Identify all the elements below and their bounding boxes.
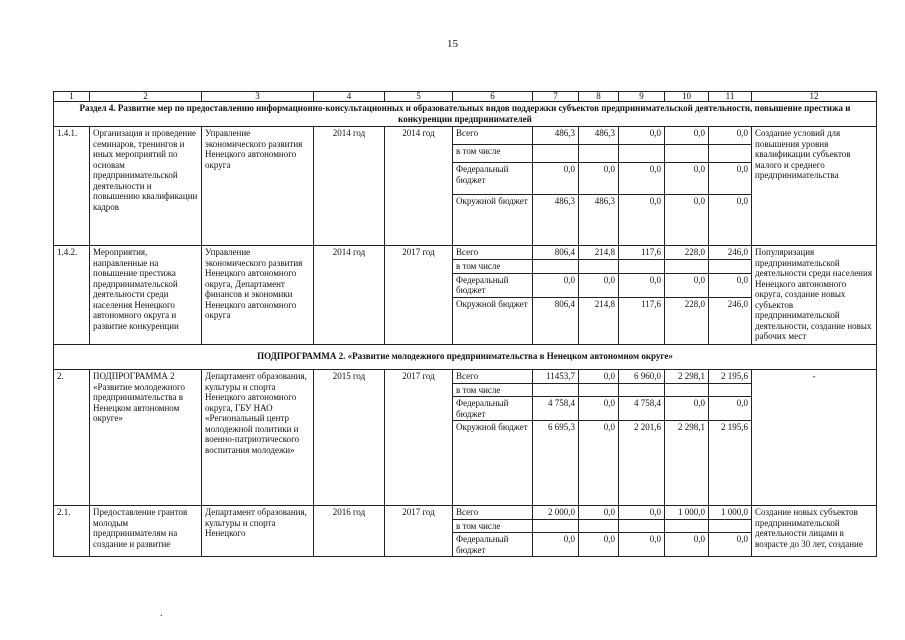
column-number: 8 bbox=[579, 92, 619, 102]
row-number: 1.4.1. bbox=[54, 127, 90, 246]
measure-name: Организация и проведение семинаров, тренингов и иных мероприятий по основам предпринимательской деятельности и повышению квалификации кадров bbox=[90, 127, 202, 246]
amount-2014: 0,0 bbox=[579, 421, 619, 506]
amount-2014: 486,3 bbox=[579, 195, 619, 246]
section-4-title: Раздел 4. Развитие мер по предоставлению информационно-консультационных и образовательных видов поддержки субъектов предпринимательской деятельности, повышение престижа и конкуренции предпринимателей bbox=[54, 102, 877, 127]
amount-2015: 0,0 bbox=[619, 127, 665, 145]
amount-2017: 0,0 bbox=[709, 533, 752, 557]
funding-source: в том числе bbox=[453, 383, 533, 397]
amount-2015: 6 960,0 bbox=[619, 370, 665, 384]
funding-source: в том числе bbox=[453, 259, 533, 273]
amount-2017: 0,0 bbox=[709, 397, 752, 421]
amount-total: 11453,7 bbox=[533, 370, 579, 384]
amount-2015: 117,6 bbox=[619, 246, 665, 260]
footer-mark: . bbox=[160, 608, 163, 619]
amount-2016: 0,0 bbox=[665, 533, 709, 557]
start-year: 2014 год bbox=[314, 127, 385, 246]
amount-2017: 0,0 bbox=[709, 195, 752, 246]
column-number: 12 bbox=[752, 92, 877, 102]
executor: Департамент образования, культуры и спорта Ненецкого автономного округа, ГБУ НАО «Региональный центр молодежной политики и военно-патриотического воспитания молодежи» bbox=[202, 370, 314, 506]
amount-2014: 214,8 bbox=[579, 246, 619, 260]
subprogram-2-title: ПОДПРОГРАММА 2. «Развитие молодежного предпринимательства в Ненецком автономном округе» bbox=[54, 345, 877, 370]
amount-2017: 0,0 bbox=[709, 273, 752, 298]
section-heading-row bbox=[54, 102, 877, 127]
amount-2015: 2 201,6 bbox=[619, 421, 665, 506]
amount-total: 486,3 bbox=[533, 127, 579, 145]
amount-total: 806,4 bbox=[533, 246, 579, 260]
amount-2015: 0,0 bbox=[619, 195, 665, 246]
program-measures-table bbox=[53, 91, 877, 557]
row-number: 1.4.2. bbox=[54, 246, 90, 345]
amount-2014: 0,0 bbox=[579, 370, 619, 384]
executor: Департамент образования, культуры и спорта Ненецкого bbox=[202, 506, 314, 557]
measure-name: Мероприятия, направленные на повышение престижа предпринимательской деятельности среди населения Ненецкого автономного округа и развитие конкуренции bbox=[90, 246, 202, 345]
funding-source: в том числе bbox=[453, 145, 533, 163]
amount-2016: 0,0 bbox=[665, 127, 709, 145]
column-number: 7 bbox=[533, 92, 579, 102]
amount-2017: 1 000,0 bbox=[709, 506, 752, 520]
amount-2016: 0,0 bbox=[665, 195, 709, 246]
funding-source: Всего bbox=[453, 506, 533, 520]
end-year: 2014 год bbox=[385, 127, 453, 246]
start-year: 2015 год bbox=[314, 370, 385, 506]
amount-2014: 0,0 bbox=[579, 533, 619, 557]
column-number: 10 bbox=[665, 92, 709, 102]
amount-2017: 2 195,6 bbox=[709, 421, 752, 506]
funding-source: Всего bbox=[453, 370, 533, 384]
executor: Управление экономического развития Ненецкого автономного округа, Департамент финансов и экономики Ненецкого автономного округа bbox=[202, 246, 314, 345]
amount-total: 0,0 bbox=[533, 163, 579, 195]
funding-source: Всего bbox=[453, 246, 533, 260]
amount-total: 2 000,0 bbox=[533, 506, 579, 520]
end-year: 2017 год bbox=[385, 246, 453, 345]
start-year: 2014 год bbox=[314, 246, 385, 345]
end-year: 2017 год bbox=[385, 506, 453, 557]
expected-result: Создание условий для повышения уровня квалификации субъектов малого и среднего предпринимательства bbox=[752, 127, 877, 246]
column-number: 5 bbox=[385, 92, 453, 102]
column-number: 9 bbox=[619, 92, 665, 102]
funding-source: Федеральный бюджет bbox=[453, 533, 533, 557]
amount-2016: 0,0 bbox=[665, 163, 709, 195]
amount-2014: 0,0 bbox=[579, 506, 619, 520]
executor: Управление экономического развития Ненецкого автономного округа bbox=[202, 127, 314, 246]
amount-total: 4 758,4 bbox=[533, 397, 579, 421]
subprogram-heading-row bbox=[54, 345, 877, 370]
expected-result: Создание новых субъектов предпринимательской деятельности лицами в возрасте до 30 лет, создание bbox=[752, 506, 877, 557]
column-number-row bbox=[54, 92, 877, 102]
amount-2016: 2 298,1 bbox=[665, 421, 709, 506]
funding-source: Окружной бюджет bbox=[453, 298, 533, 345]
measure-name: ПОДПРОГРАММА 2 «Развитие молодежного предпринимательства в Ненецком автономном округе» bbox=[90, 370, 202, 506]
table-row bbox=[54, 506, 877, 520]
amount-2015: 0,0 bbox=[619, 273, 665, 298]
amount-total: 6 695,3 bbox=[533, 421, 579, 506]
amount-2015: 0,0 bbox=[619, 163, 665, 195]
amount-2014: 0,0 bbox=[579, 397, 619, 421]
funding-source: Федеральный бюджет bbox=[453, 163, 533, 195]
amount-2016: 0,0 bbox=[665, 273, 709, 298]
measure-name: Предоставление грантов молодым предпринимателям на создание и развитие bbox=[90, 506, 202, 557]
amount-2016: 228,0 bbox=[665, 246, 709, 260]
amount-total: 806,4 bbox=[533, 298, 579, 345]
amount-2015: 0,0 bbox=[619, 506, 665, 520]
amount-2016: 228,0 bbox=[665, 298, 709, 345]
end-year: 2017 год bbox=[385, 370, 453, 506]
column-number: 4 bbox=[314, 92, 385, 102]
amount-2017: 246,0 bbox=[709, 298, 752, 345]
start-year: 2016 год bbox=[314, 506, 385, 557]
column-number: 2 bbox=[90, 92, 202, 102]
funding-source: Окружной бюджет bbox=[453, 421, 533, 506]
expected-result: Популяризация предпринимательской деятельности среди населения Ненецкого автономного округа, создание новых субъектов предпринимательской деятельности, создание новых рабочих мест bbox=[752, 246, 877, 345]
table-row bbox=[54, 127, 877, 145]
amount-2015: 4 758,4 bbox=[619, 397, 665, 421]
row-number: 2. bbox=[54, 370, 90, 506]
amount-2017: 0,0 bbox=[709, 127, 752, 145]
table-row bbox=[54, 246, 877, 260]
amount-2015: 0,0 bbox=[619, 533, 665, 557]
amount-2014: 0,0 bbox=[579, 163, 619, 195]
amount-total: 0,0 bbox=[533, 533, 579, 557]
amount-total: 0,0 bbox=[533, 273, 579, 298]
column-number: 1 bbox=[54, 92, 90, 102]
amount-2017: 0,0 bbox=[709, 163, 752, 195]
amount-2014: 214,8 bbox=[579, 298, 619, 345]
column-number: 11 bbox=[709, 92, 752, 102]
expected-result: - bbox=[752, 370, 877, 506]
funding-source: Окружной бюджет bbox=[453, 195, 533, 246]
amount-2017: 246,0 bbox=[709, 246, 752, 260]
funding-source: Всего bbox=[453, 127, 533, 145]
amount-2016: 0,0 bbox=[665, 397, 709, 421]
column-number: 3 bbox=[202, 92, 314, 102]
column-number: 6 bbox=[453, 92, 533, 102]
amount-2017: 2 195,6 bbox=[709, 370, 752, 384]
amount-2015: 117,6 bbox=[619, 298, 665, 345]
amount-2016: 2 298,1 bbox=[665, 370, 709, 384]
row-number: 2.1. bbox=[54, 506, 90, 557]
table-row bbox=[54, 370, 877, 384]
funding-source: Федеральный бюджет bbox=[453, 397, 533, 421]
funding-source: в том числе bbox=[453, 519, 533, 533]
amount-2014: 0,0 bbox=[579, 273, 619, 298]
amount-2016: 1 000,0 bbox=[665, 506, 709, 520]
amount-2014: 486,3 bbox=[579, 127, 619, 145]
funding-source: Федеральный бюджет bbox=[453, 273, 533, 298]
page-number: 15 bbox=[447, 38, 458, 50]
amount-total: 486,3 bbox=[533, 195, 579, 246]
